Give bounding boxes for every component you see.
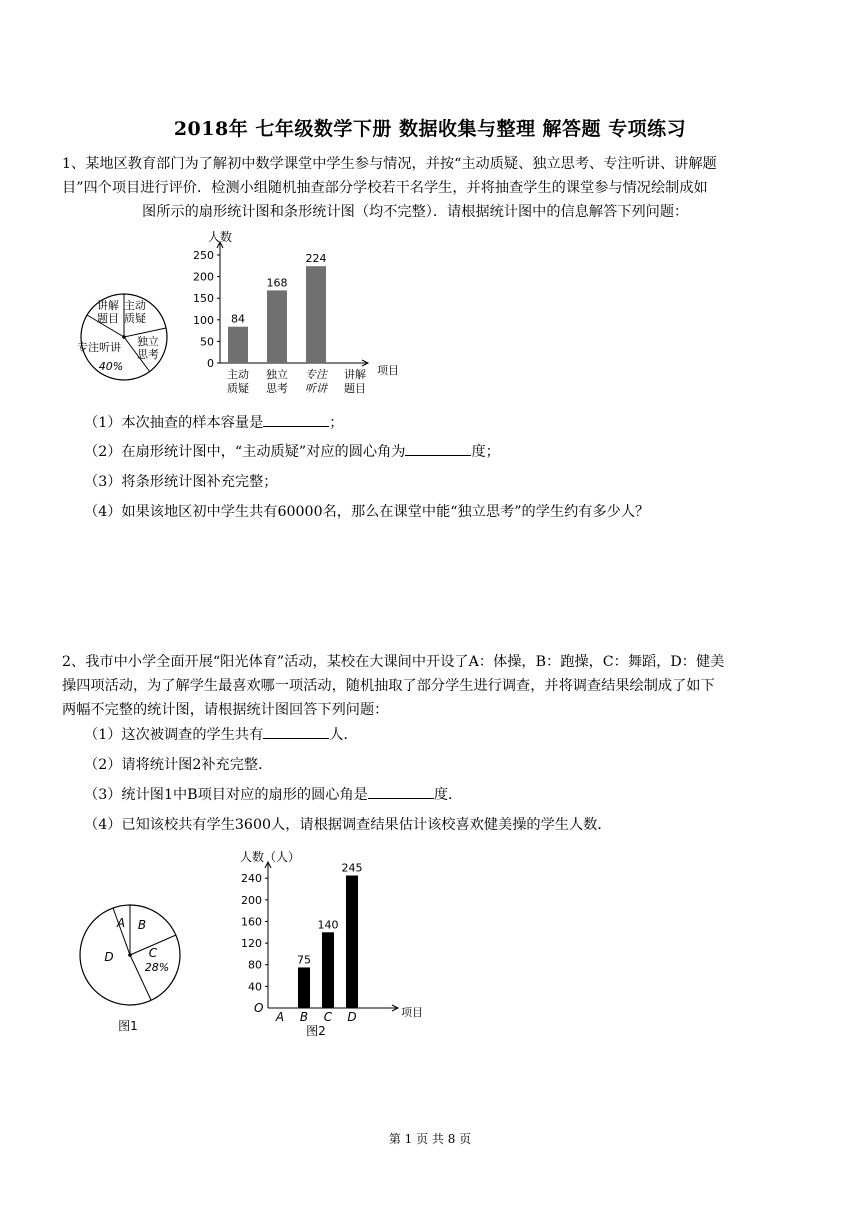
bar: [322, 932, 334, 1008]
y-tick-label: 150: [193, 292, 214, 306]
q1-sub2: [84, 440, 500, 464]
bar: [346, 876, 358, 1008]
answer-blank[interactable]: [405, 441, 471, 456]
q1-sub3: （3）将条形统计图补充完整；: [84, 474, 278, 490]
q1-sub1-end: ；: [329, 415, 344, 431]
x-axis-label: 项目: [401, 1006, 423, 1019]
q1-sub2-end: 度；: [471, 444, 500, 460]
data-label: 168: [266, 276, 288, 290]
page-footer: 第 1 页 共 8 页: [388, 1132, 472, 1146]
q2-intro-line2: 操四项活动，为了解学生最喜欢哪一项活动，随机抽取了部分学生进行调查，并将调查结果绘制成了如下: [62, 678, 715, 694]
q2-pie-label: B: [137, 918, 147, 932]
q2-bar-svg: [230, 848, 430, 1040]
answer-blank[interactable]: [368, 784, 434, 799]
y-tick-label: 100: [193, 313, 214, 327]
x-tick-label: A: [275, 1010, 285, 1024]
x-tick-label: D: [347, 1010, 357, 1024]
bar: [267, 290, 287, 363]
x-tick-label: C: [323, 1010, 333, 1024]
q1-pie-label: 讲解: [97, 299, 119, 312]
q2-pie-center: [128, 953, 132, 957]
page-title: 2018年 七年级数学下册 数据收集与整理 解答题 专项练习: [173, 118, 687, 140]
q1-pie-label: 主动: [124, 299, 146, 312]
q1-pie-label: 题目: [97, 312, 119, 325]
chart-caption: 图2: [306, 1024, 326, 1038]
y-tick-label: 160: [241, 915, 262, 929]
q2-pie-caption: 图1: [118, 1019, 138, 1033]
data-label: 224: [305, 252, 327, 266]
q1-intro-line1: 1、某地区教育部门为了解初中数学课堂中学生参与情况，并按“主动质疑、独立思考、专注听讲、讲解题: [62, 156, 717, 172]
q2-pie-label: A: [116, 916, 126, 930]
answer-blank[interactable]: [263, 412, 329, 427]
q1-intro-line3: 图所示的扇形统计图和条形统计图（均不完整）．请根据统计图中的信息解答下列问题：: [142, 204, 689, 220]
q1-pie-center: [122, 335, 126, 339]
q1-pie-label: 专注听讲: [77, 341, 121, 354]
x-axis-label: 项目: [377, 364, 399, 377]
data-label: 84: [231, 312, 245, 326]
q1-sub1: [84, 411, 343, 435]
q2-sub3-end: 度．: [433, 787, 463, 803]
q1-pie-label: 思考: [137, 348, 159, 361]
q1-pie-label: 质疑: [124, 312, 146, 325]
x-tick-label: 题目: [344, 382, 366, 395]
q2-bar-chart: [230, 848, 430, 1044]
q2-sub1-end: 人．: [329, 727, 358, 743]
q1-bar-chart: [190, 228, 430, 404]
data-label: 245: [341, 861, 363, 875]
q1-sub4: （4）如果该地区初中学生共有60000名，那么在课堂中能“独立思考”的学生约有多少人？: [84, 504, 650, 520]
y-tick-label: 250: [193, 248, 214, 262]
q1-intro: [62, 152, 802, 224]
q2-sub3-text: （3）统计图1中B项目对应的扇形的圆心角是: [84, 787, 368, 803]
x-tick-label: 听讲: [305, 382, 327, 395]
q1-bar-svg: [190, 228, 430, 400]
q2-sub4: （4）已知该校共有学生3600人，请根据调查结果估计该校喜欢健美操的学生人数．: [84, 817, 612, 833]
q1-sub2-text: （2）在扇形统计图中，“主动质疑”对应的圆心角为: [84, 444, 406, 460]
q2-pie-svg: [78, 900, 188, 1040]
y-axis-label: 人数: [208, 230, 233, 244]
x-tick-label: 独立: [266, 368, 288, 381]
bar: [306, 266, 326, 363]
y-tick-label: 240: [241, 872, 262, 886]
q2-pie-label: C: [148, 946, 158, 960]
q1-intro-line2: 目”四个项目进行评价．检测小组随机抽查部分学校若干名学生，并将抽查学生的课堂参与情况绘制成如: [62, 180, 708, 196]
y-tick-label: 0: [207, 357, 214, 370]
q1-pie-svg: [74, 290, 174, 382]
q1-pie-label: 独立: [137, 335, 159, 348]
q2-sub2: （2）请将统计图2补充完整．: [84, 757, 273, 773]
x-tick-label: B: [299, 1010, 309, 1024]
q1-pie-chart: [74, 290, 174, 386]
y-tick-label: 120: [241, 937, 262, 951]
q2-pie-percent: 28%: [144, 961, 170, 974]
answer-blank[interactable]: [263, 724, 329, 739]
q2-intro-line1: 2、我市中小学全面开展“阳光体育”活动，某校在大课间中开设了A：体操，B：跑操，C：舞蹈，D：健美: [62, 654, 725, 670]
q2-pie-chart: [78, 900, 188, 1044]
y-tick-label: 200: [193, 270, 214, 284]
x-tick-label: 讲解: [344, 368, 366, 381]
x-tick-label: 专注: [305, 368, 327, 381]
y-axis-label: 人数（人）: [240, 850, 301, 864]
bar: [228, 327, 248, 363]
q2-sub1-text: （1）这次被调查的学生共有: [84, 727, 264, 743]
x-tick-label: 主动: [227, 368, 249, 381]
q2-pie-label: D: [104, 950, 114, 964]
q2-intro: [62, 650, 802, 722]
data-label: 75: [297, 953, 311, 967]
q2-intro-line3: 两幅不完整的统计图，请根据统计图回答下列问题：: [62, 702, 389, 718]
q1-sub1-text: （1）本次抽查的样本容量是: [84, 415, 264, 431]
y-tick-label: 200: [241, 893, 262, 907]
data-label: 140: [317, 918, 339, 932]
origin-label: O: [254, 1001, 264, 1015]
x-tick-label: 质疑: [227, 382, 249, 395]
y-tick-label: 80: [248, 958, 262, 972]
x-tick-label: 思考: [266, 382, 288, 395]
y-tick-label: 40: [248, 980, 262, 994]
bar: [298, 967, 310, 1008]
q2-sub3: [84, 783, 462, 807]
q2-sub1: [84, 723, 358, 747]
q1-pie-percent: 40%: [98, 360, 124, 373]
y-tick-label: 50: [200, 335, 214, 349]
